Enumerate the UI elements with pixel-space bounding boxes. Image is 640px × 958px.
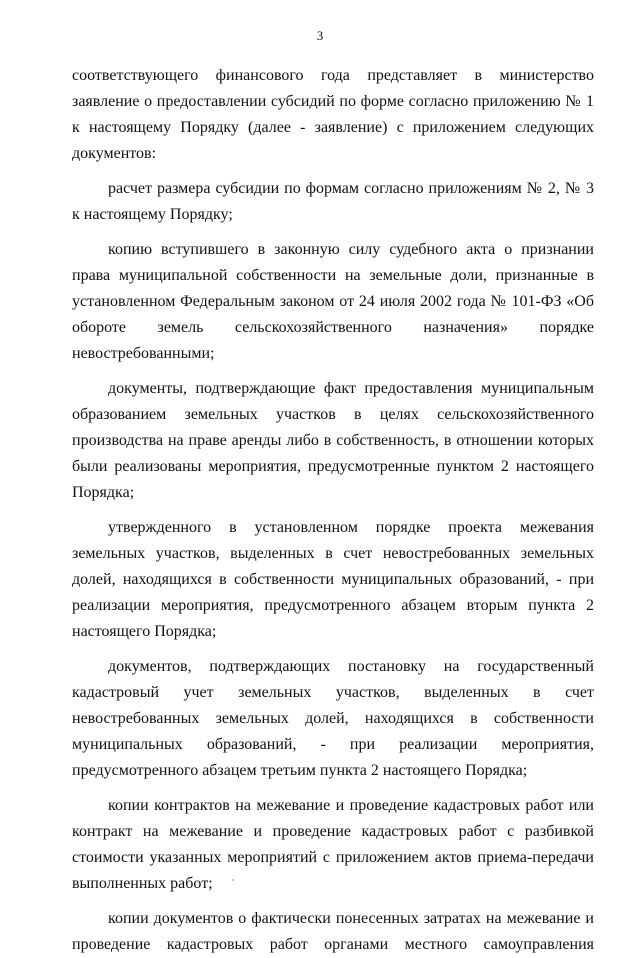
scan-artifact-dot (232, 879, 234, 881)
paragraph-application-intro: соответствующего финансового года представляет в министерство заявление о предоставлении субсидий по форме согласно приложению № 1 к настоящему Порядку (далее - заявление) с приложением следующих документов: (72, 67, 594, 162)
paragraph-land-provision-documents: документы, подтверждающие факт предоставления муниципальным образованием земельных участков в целях сельскохозяйственного производства на праве аренды либо в собственность, в отношении которых были реализованы мероприятия, предусмотренные пунктом 2 настоящего Порядка; (72, 380, 594, 501)
document-body (72, 63, 594, 958)
paragraph-expense-documents: копии документов о фактически понесенных затратах на межевание и проведение кадастровых работ органами местного самоуправления (72, 910, 594, 953)
paragraph-court-act-copy: копию вступившего в законную силу судебного акта о признании права муниципальной собственности на земельные доли, признанные в установленном Федеральным законом от 24 июля 2002 года № 101-ФЗ «Об обороте земель сельскохозяйственного назначения» порядке невостребованными; (72, 241, 594, 362)
page-number: 3 (316, 28, 324, 43)
paragraph-contract-copies: копии контрактов на межевание и проведение кадастровых работ или контракт на межевание и проведение кадастровых работ с разбивкой стоимости указанных мероприятий с приложением актов приема-передачи выполненных работ; (72, 797, 594, 892)
paragraph-cadastral-registration: документов, подтверждающих постановку на государственный кадастровый учет земельных участков, выделенных в счет невостребованных земельных долей, находящихся в собственности муниципальных образований, - при реализации мероприятия, предусмотренного абзацем третьим пункта 2 настоящего Порядка; (72, 658, 594, 779)
paragraph-subsidy-calculation: расчет размера субсидии по формам согласно приложениям № 2, № 3 к настоящему Порядку; (72, 180, 594, 223)
paragraph-survey-project: утвержденного в установленном порядке проекта межевания земельных участков, выделенных в счет невостребованных земельных долей, находящихся в собственности муниципальных образований, - при реализации мероприятия, предусмотренного абзацем вторым пункта 2 настоящего Порядка; (72, 519, 594, 640)
